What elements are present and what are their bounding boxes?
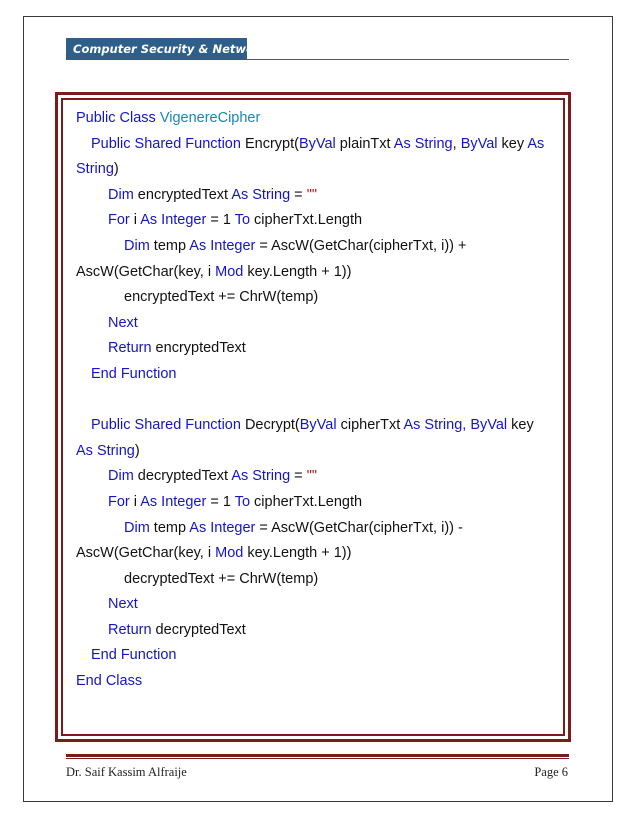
code-token: Public Class (76, 110, 160, 126)
code-token: VigenereCipher (159, 110, 261, 126)
code-token: String (76, 161, 114, 178)
code-token: End Function (91, 647, 177, 664)
code-line (76, 285, 556, 311)
code-token: i (129, 493, 141, 510)
code-token: Decrypt( (244, 417, 300, 434)
code-line (76, 388, 556, 414)
header-rule (66, 59, 569, 60)
code-token: i (129, 212, 141, 229)
code-line (76, 567, 556, 593)
code-token: As String (231, 468, 291, 485)
code-token: Dim (124, 519, 150, 536)
code-line (76, 413, 556, 439)
code-line (76, 183, 556, 209)
code-token: encryptedText (151, 340, 246, 357)
code-token: AscW(GetChar(key, i (76, 263, 216, 280)
code-token: Next (108, 596, 138, 613)
code-line (76, 439, 556, 465)
code-line (76, 234, 556, 260)
code-token: cipherTxt.Length (250, 493, 363, 510)
code-token: decryptedText (151, 621, 246, 638)
code-token: key (497, 135, 528, 152)
code-line (76, 643, 556, 669)
code-line (76, 106, 556, 132)
code-token: Mod (215, 545, 244, 562)
code-token: key (507, 417, 534, 434)
code-token: Encrypt( (244, 135, 299, 152)
code-line (76, 490, 556, 516)
footer-page-number: Page 6 (534, 765, 568, 779)
code-line (76, 541, 556, 567)
code-token: To (234, 493, 251, 510)
code-token: For (108, 212, 130, 229)
code-token: ByVal (460, 135, 498, 152)
code-token: End Class (76, 673, 143, 690)
code-token: temp (149, 519, 190, 536)
code-token: = 1 (206, 493, 235, 510)
code-token: decryptedText (133, 468, 232, 485)
code-token: ByVal (299, 417, 337, 434)
code-token: ) (134, 442, 140, 459)
code-token: Return (108, 340, 152, 357)
code-token: For (108, 493, 130, 510)
code-token: plainTxt (335, 135, 394, 152)
code-token: Return (108, 621, 152, 638)
code-token: As String, ByVal (403, 417, 508, 434)
footer-author: Dr. Saif Kassim Alfraije (66, 765, 187, 779)
code-token: Next (108, 314, 138, 331)
code-token: As Integer (189, 519, 256, 536)
code-line (76, 336, 556, 362)
code-token: Public Shared Function (91, 417, 245, 434)
code-token: = 1 (206, 212, 235, 229)
code-token: = (290, 186, 307, 203)
code-token: AscW(GetChar(key, i (76, 545, 216, 562)
code-token: As String (393, 135, 453, 152)
footer-rule-thick (66, 754, 569, 757)
code-token: As Integer (140, 212, 207, 229)
code-token: = AscW(GetChar(cipherTxt, i)) - (255, 519, 463, 536)
code-token: "" (306, 186, 317, 203)
code-token: = AscW(GetChar(cipherTxt, i)) + (255, 237, 467, 254)
code-token: Dim (108, 186, 134, 203)
code-line (76, 311, 556, 337)
code-token: key.Length + 1)) (243, 545, 352, 562)
code-token: key.Length + 1)) (243, 263, 352, 280)
code-token: encryptedText += ChrW(temp) (124, 289, 319, 306)
code-token: Dim (124, 237, 150, 254)
code-line (76, 618, 556, 644)
code-token: Public Shared Function (91, 135, 245, 152)
code-token: = (290, 468, 307, 485)
code-line (76, 157, 556, 183)
code-token: , (452, 135, 461, 152)
header-title: Computer Security & Networks (66, 38, 247, 60)
code-line (76, 260, 556, 286)
code-token: "" (306, 468, 317, 485)
code-line (76, 516, 556, 542)
code-token: decryptedText += ChrW(temp) (124, 570, 319, 587)
code-token: As String (231, 186, 291, 203)
code-token: End Function (91, 365, 177, 382)
code-token: As Integer (140, 493, 207, 510)
code-token: cipherTxt (336, 417, 404, 434)
code-token: As Integer (189, 237, 256, 254)
footer-rule-thin (66, 758, 569, 759)
code-token: ) (113, 161, 119, 178)
code-line (76, 362, 556, 388)
code-line (76, 592, 556, 618)
code-token: As (527, 135, 545, 152)
code-token: temp (149, 237, 190, 254)
code-line (76, 132, 556, 158)
code-token: Mod (215, 263, 244, 280)
code-line (76, 669, 556, 695)
code-token: ByVal (298, 135, 336, 152)
code-token: encryptedText (133, 186, 232, 203)
code-token: To (234, 212, 251, 229)
code-token: As String (76, 442, 135, 459)
code-token: Dim (108, 468, 134, 485)
code-token: cipherTxt.Length (250, 212, 363, 229)
code-line (76, 208, 556, 234)
code-block (76, 106, 556, 695)
code-line (76, 464, 556, 490)
